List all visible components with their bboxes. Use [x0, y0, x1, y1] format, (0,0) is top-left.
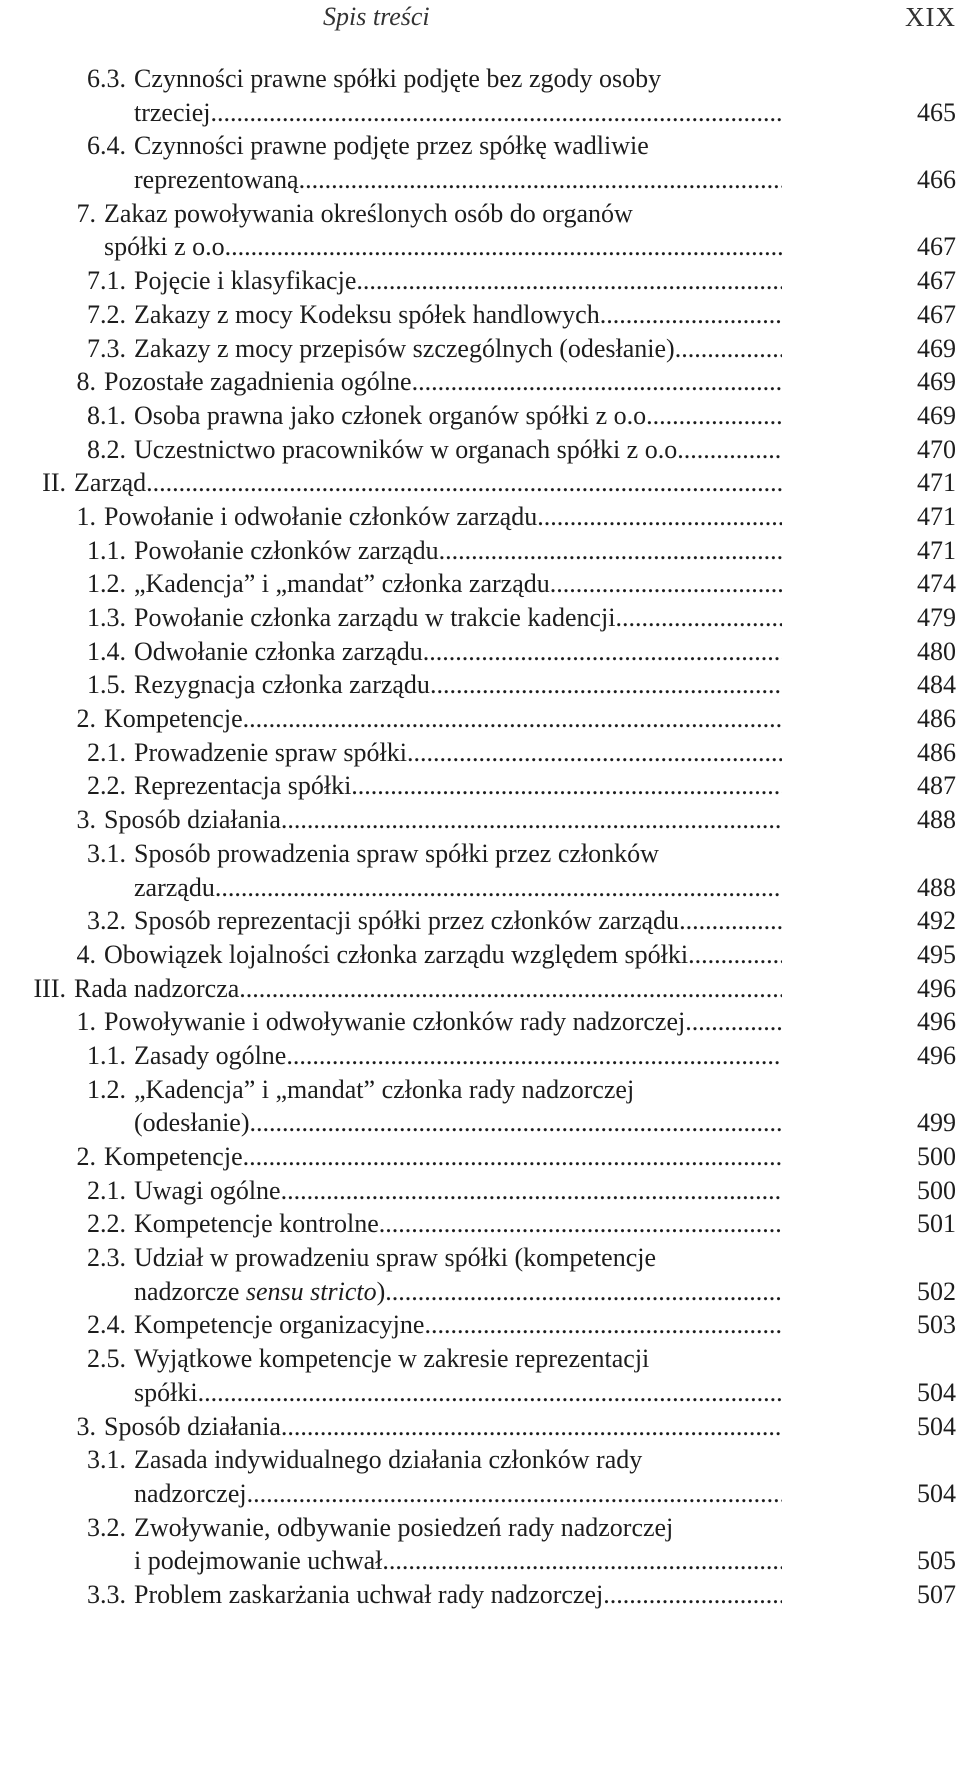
toc-entry-title-text: Rezygnacja członka zarządu	[134, 670, 430, 700]
toc-entry	[0, 904, 960, 938]
toc-entry-page: 502	[917, 1276, 956, 1306]
toc-entry-title-text: Obowiązek lojalności członka zarządu względem spółki	[104, 939, 689, 969]
toc-entry-title-text: Kompetencje organizacyjne	[134, 1310, 425, 1340]
toc-entry-page: 500	[917, 1142, 956, 1171]
toc-entry-page: 505	[917, 1546, 956, 1576]
toc-entry-page: 471	[917, 535, 956, 565]
toc-entry	[0, 635, 960, 669]
toc-entry-title-text: spółki	[134, 1377, 198, 1407]
toc-entry	[0, 803, 960, 837]
dot-leader	[299, 163, 782, 197]
toc-entry-title	[134, 163, 782, 197]
toc-entry	[0, 1275, 960, 1309]
toc-entry	[0, 1005, 960, 1039]
toc-entry-page: 500	[917, 1175, 956, 1205]
toc-entry-number: 1.4.	[87, 636, 126, 666]
toc-entry-number: 2.1.	[87, 1175, 126, 1205]
toc-entry-title-text: Zwoływanie, odbywanie posiedzeń rady nadzorczej	[134, 1512, 674, 1542]
dot-leader	[385, 1275, 782, 1309]
toc-entry-page: 469	[917, 333, 956, 363]
toc-entry-title-text: Osoba prawna jako członek organów spółki z o.o.	[134, 400, 653, 430]
toc-entry-number: 2.	[76, 1142, 96, 1171]
toc-entry-title	[134, 1241, 656, 1275]
toc-entry-title-text: Pozostałe zagadnienia ogólne	[104, 367, 412, 397]
dot-leader	[215, 871, 782, 905]
toc-entry-title-text: (odesłanie)	[134, 1108, 250, 1138]
toc-entry-title-text: Reprezentacja spółki	[134, 771, 352, 801]
toc-entry	[0, 601, 960, 635]
toc-entry	[0, 702, 960, 736]
toc-entry-title	[134, 668, 782, 702]
toc-entry-page: 496	[917, 973, 956, 1003]
dot-leader	[356, 264, 782, 298]
toc-entry	[0, 332, 960, 366]
toc-entry-title	[134, 534, 782, 568]
toc-entry-title-text: Sposób działania	[104, 1411, 281, 1441]
toc-entry-title	[134, 1275, 782, 1309]
dot-leader	[250, 1106, 782, 1140]
dot-leader	[430, 668, 782, 702]
toc-entry	[0, 1039, 960, 1073]
dot-leader	[616, 601, 783, 635]
toc-entry	[0, 1410, 960, 1444]
toc-entry-page: 504	[917, 1478, 956, 1508]
toc-entry-title	[104, 230, 782, 264]
toc-entry	[0, 736, 960, 770]
dot-leader	[424, 1308, 782, 1342]
toc-entry-title	[134, 1207, 782, 1241]
toc-entry	[0, 1342, 960, 1376]
dot-leader	[537, 500, 782, 534]
toc-entry-number: 6.3.	[87, 64, 126, 93]
toc-entry	[0, 871, 960, 905]
toc-entry-number: 1.	[76, 1007, 96, 1037]
toc-entry	[0, 1207, 960, 1241]
toc-entry-number: 1.1.	[87, 1040, 126, 1070]
toc-entry-title	[134, 736, 782, 770]
toc-entry-title-text: „Kadencja” i „mandat” członka zarządu	[134, 569, 550, 599]
toc-entry	[0, 197, 960, 231]
toc-entry-title-text: Zakaz powoływania określonych osób do organów	[104, 198, 633, 228]
toc-entry-page: 499	[917, 1108, 956, 1138]
dot-leader	[243, 702, 782, 736]
toc-entry-number: 2.1.	[87, 737, 126, 767]
toc-entry-number: 1.1.	[87, 535, 126, 565]
toc-entry	[0, 938, 960, 972]
toc-entry-title-text: Uczestnictwo pracowników w organach spółki z o.o.	[134, 434, 684, 464]
toc-entry-page: 471	[917, 468, 956, 498]
toc-entry-title	[134, 332, 782, 366]
toc-entry-title-text: Rada nadzorcza	[74, 973, 240, 1003]
dot-leader	[379, 1207, 782, 1241]
toc-entry-title	[134, 1578, 782, 1612]
toc-entry-title	[104, 365, 782, 399]
toc-entry	[0, 1578, 960, 1612]
toc-entry-page: 471	[917, 501, 956, 531]
toc-entry-title	[134, 62, 661, 96]
dot-leader	[675, 332, 782, 366]
toc-entry	[0, 1376, 960, 1410]
toc-entry-title-text: nadzorczej	[134, 1478, 247, 1508]
toc-entry-number: 1.3.	[87, 603, 126, 632]
toc-entry-number: 2.	[76, 704, 96, 734]
toc-entry-title-text: Zasady ogólne	[134, 1040, 287, 1070]
toc-entry-title-text	[134, 1275, 385, 1309]
toc-entry-title-text: Zasada indywidualnego działania członków rady	[134, 1445, 643, 1475]
toc-entry-title-text: Wyjątkowe kompetencje w zakresie reprezentacji	[134, 1344, 650, 1374]
toc-entry	[0, 264, 960, 298]
toc-entry-title	[104, 938, 782, 972]
toc-entry-number: 1.5.	[87, 670, 126, 700]
toc-entry-title	[104, 1140, 782, 1174]
toc-entry-title	[134, 298, 782, 332]
toc-entry-number: 3.2.	[87, 1512, 126, 1542]
toc-entry	[0, 567, 960, 601]
toc-entry	[0, 230, 960, 264]
toc-entry-title-text: i podejmowanie uchwał	[134, 1546, 383, 1576]
toc-entry-title	[134, 96, 782, 130]
dot-leader	[600, 298, 782, 332]
toc-entry-number: 2.3.	[87, 1243, 126, 1273]
toc-entry-number: 6.4.	[87, 131, 126, 161]
toc-entry	[0, 1477, 960, 1511]
toc-entry-title	[104, 500, 782, 534]
toc-entry-title	[134, 1443, 642, 1477]
toc-entry-title	[134, 1174, 782, 1208]
toc-entry-title-text: spółki z o.o.	[104, 232, 232, 262]
toc-entry-page: 504	[917, 1411, 956, 1441]
toc-entry-title-part: nadzorcze	[134, 1276, 246, 1306]
toc-entry	[0, 298, 960, 332]
dot-leader	[439, 534, 782, 568]
toc-entry-page: 469	[917, 400, 956, 430]
toc-entry-title	[134, 1477, 782, 1511]
toc-entry-page: 467	[917, 232, 956, 262]
toc-entry-title	[134, 601, 782, 635]
dot-leader	[688, 938, 782, 972]
toc-entry-title-text: Pojęcie i klasyfikacje	[134, 266, 357, 296]
toc-entry-title-text: Kompetencje	[104, 704, 243, 734]
toc-entry	[0, 1106, 960, 1140]
dot-leader	[351, 769, 782, 803]
toc-entry-number: 2.4.	[87, 1310, 126, 1340]
toc-entry	[0, 1140, 960, 1174]
dot-leader	[550, 567, 782, 601]
toc-entry	[0, 500, 960, 534]
toc-entry-page: 496	[917, 1007, 956, 1037]
toc-entry-title-text: Czynności prawne spółki podjęte bez zgody osoby	[134, 64, 662, 93]
toc-entry	[0, 1073, 960, 1107]
toc-entry	[0, 433, 960, 467]
running-header	[0, 0, 960, 60]
toc-entry	[0, 129, 960, 163]
toc-entry	[0, 62, 960, 96]
toc-entry-number: 1.	[76, 501, 96, 531]
toc-entry-page: 466	[917, 165, 956, 195]
toc-entry	[0, 1511, 960, 1545]
toc-entry	[0, 399, 960, 433]
toc-entry-number: 3.	[76, 805, 96, 835]
toc-entry-title	[104, 1410, 782, 1444]
toc-entry-title-text: Powoływanie i odwoływanie członków rady nadzorczej	[104, 1007, 686, 1037]
toc-entry-number: III.	[33, 973, 66, 1003]
dot-leader	[653, 399, 782, 433]
toc-entry-title	[134, 433, 782, 467]
toc-entry-number: 3.3.	[87, 1579, 126, 1609]
dot-leader	[281, 1174, 782, 1208]
toc-entry	[0, 972, 960, 1006]
toc-entry-page: 479	[917, 603, 956, 632]
toc-entry-title	[74, 466, 782, 500]
toc-entry-number: II.	[42, 468, 66, 498]
toc-entry-page: 487	[917, 771, 956, 801]
dot-leader	[684, 433, 782, 467]
toc-entry	[0, 1443, 960, 1477]
toc-entry-page: 486	[917, 704, 956, 734]
toc-entry-number: 7.1.	[87, 266, 126, 296]
dot-leader	[281, 803, 782, 837]
toc-entry-page: 492	[917, 906, 956, 936]
toc-entry-title	[134, 1376, 782, 1410]
toc-entry-title	[134, 399, 782, 433]
dot-leader	[603, 1578, 782, 1612]
toc-entry-title	[104, 702, 782, 736]
header-title: Spis treści	[323, 2, 430, 31]
toc-entry-title-text: Uwagi ogólne	[134, 1175, 281, 1205]
dot-leader	[231, 230, 782, 264]
toc-entry-number: 7.3.	[87, 333, 126, 363]
toc-entry-number: 1.2.	[87, 1074, 126, 1104]
toc-entry-title-text: Problem zaskarżania uchwał rady nadzorczej	[134, 1579, 604, 1609]
toc-entry-title-part: )	[376, 1276, 386, 1306]
table-of-contents	[0, 62, 960, 1612]
toc-entry-number: 8.1.	[87, 400, 126, 430]
toc-entry-page: 501	[917, 1209, 956, 1239]
toc-entry-title	[74, 972, 782, 1006]
toc-entry-title	[134, 1073, 634, 1107]
toc-entry-page: 469	[917, 367, 956, 397]
toc-entry-title	[134, 1106, 782, 1140]
toc-entry-title-text: Powołanie członków zarządu	[134, 535, 439, 565]
toc-entry-page: 495	[917, 939, 956, 969]
toc-entry-title-italic: sensu stricto	[245, 1276, 377, 1306]
toc-entry-number: 3.2.	[87, 906, 126, 936]
toc-entry-page: 470	[917, 434, 956, 464]
toc-entry-page: 474	[917, 569, 956, 599]
toc-entry-number: 2.2.	[87, 771, 126, 801]
header-page-number: XIX	[905, 2, 956, 32]
toc-entry-title-text: Powołanie i odwołanie członków zarządu	[104, 501, 538, 531]
dot-leader	[281, 1410, 782, 1444]
toc-entry	[0, 769, 960, 803]
toc-entry-number: 7.	[76, 198, 96, 228]
toc-entry-page: 504	[917, 1377, 956, 1407]
dot-leader	[247, 1477, 782, 1511]
toc-entry-title-text: Zarząd	[74, 468, 147, 498]
toc-entry-page: 486	[917, 737, 956, 767]
toc-entry	[0, 163, 960, 197]
toc-entry-number: 8.2.	[87, 434, 126, 464]
toc-entry	[0, 837, 960, 871]
toc-entry-title-text: Udział w prowadzeniu spraw spółki (kompetencje	[134, 1243, 657, 1273]
toc-entry-title-text: reprezentowaną	[134, 165, 299, 195]
toc-entry-number: 3.	[76, 1411, 96, 1441]
toc-entry-number: 7.2.	[87, 299, 126, 329]
toc-entry-title	[134, 264, 782, 298]
dot-leader	[685, 1005, 782, 1039]
toc-entry-title-text: Zakazy z mocy Kodeksu spółek handlowych	[134, 299, 600, 329]
toc-entry-title-text: Sposób działania	[104, 805, 281, 835]
toc-entry-title-text: trzeciej	[134, 97, 211, 127]
dot-leader	[412, 365, 782, 399]
toc-entry-page: 507	[917, 1579, 956, 1609]
toc-entry-title	[134, 769, 782, 803]
toc-entry-title	[134, 1308, 782, 1342]
toc-entry-title-text: Sposób reprezentacji spółki przez członków zarządu	[134, 906, 680, 936]
toc-entry-title-text: Kompetencje	[104, 1142, 243, 1171]
toc-entry-title-text: Zakazy z mocy przepisów szczególnych (odesłanie)	[134, 333, 675, 363]
toc-entry	[0, 1174, 960, 1208]
toc-entry	[0, 668, 960, 702]
dot-leader	[423, 635, 782, 669]
toc-entry-title	[104, 1005, 782, 1039]
toc-entry-title-text: Prowadzenie spraw spółki	[134, 737, 407, 767]
toc-entry-title-text: zarządu	[134, 872, 215, 902]
dot-leader	[211, 96, 783, 130]
dot-leader	[239, 972, 782, 1006]
toc-entry-title-text: Odwołanie członka zarządu	[134, 636, 423, 666]
toc-entry	[0, 365, 960, 399]
toc-entry-title	[134, 871, 782, 905]
toc-entry-title	[134, 1544, 782, 1578]
toc-entry	[0, 1308, 960, 1342]
toc-entry-page: 496	[917, 1040, 956, 1070]
toc-entry	[0, 1544, 960, 1578]
toc-entry-page: 467	[917, 266, 956, 296]
toc-entry-number: 1.2.	[87, 569, 126, 599]
toc-entry-title	[134, 129, 649, 163]
dot-leader	[243, 1140, 782, 1174]
toc-entry-page: 480	[917, 636, 956, 666]
toc-entry-number: 8.	[76, 367, 96, 397]
toc-entry-number: 3.1.	[87, 1445, 126, 1475]
toc-entry-title	[134, 635, 782, 669]
toc-entry-number: 2.5.	[87, 1344, 126, 1374]
toc-entry-title-text: Powołanie członka zarządu w trakcie kadencji	[134, 603, 616, 632]
toc-entry-title	[104, 197, 633, 231]
toc-entry-page: 484	[917, 670, 956, 700]
toc-entry-page: 488	[917, 872, 956, 902]
toc-entry-title-text: Czynności prawne podjęte przez spółkę wadliwie	[134, 131, 649, 161]
toc-entry	[0, 534, 960, 568]
dot-leader	[198, 1376, 782, 1410]
toc-entry-title	[104, 803, 782, 837]
toc-entry-title	[134, 904, 782, 938]
toc-entry-number: 4.	[76, 939, 96, 969]
toc-entry-page: 503	[917, 1310, 956, 1340]
dot-leader	[146, 466, 782, 500]
toc-entry-page: 465	[917, 97, 956, 127]
toc-entry-title	[134, 837, 659, 871]
toc-entry-title	[134, 567, 782, 601]
toc-entry	[0, 96, 960, 130]
toc-entry-title	[134, 1511, 673, 1545]
toc-entry-title	[134, 1039, 782, 1073]
toc-entry-title	[134, 1342, 649, 1376]
dot-leader	[286, 1039, 782, 1073]
toc-entry-number: 3.1.	[87, 838, 126, 868]
toc-entry-title-text: Sposób prowadzenia spraw spółki przez członków	[134, 838, 659, 868]
toc-entry-number: 2.2.	[87, 1209, 126, 1239]
toc-entry-title-text: Kompetencje kontrolne	[134, 1209, 379, 1239]
toc-entry	[0, 1241, 960, 1275]
dot-leader	[407, 736, 782, 770]
toc-entry-page: 488	[917, 805, 956, 835]
toc-entry	[0, 466, 960, 500]
toc-entry-title-text: „Kadencja” i „mandat” członka rady nadzorczej	[134, 1074, 635, 1104]
dot-leader	[679, 904, 782, 938]
dot-leader	[382, 1544, 782, 1578]
toc-entry-page: 467	[917, 299, 956, 329]
